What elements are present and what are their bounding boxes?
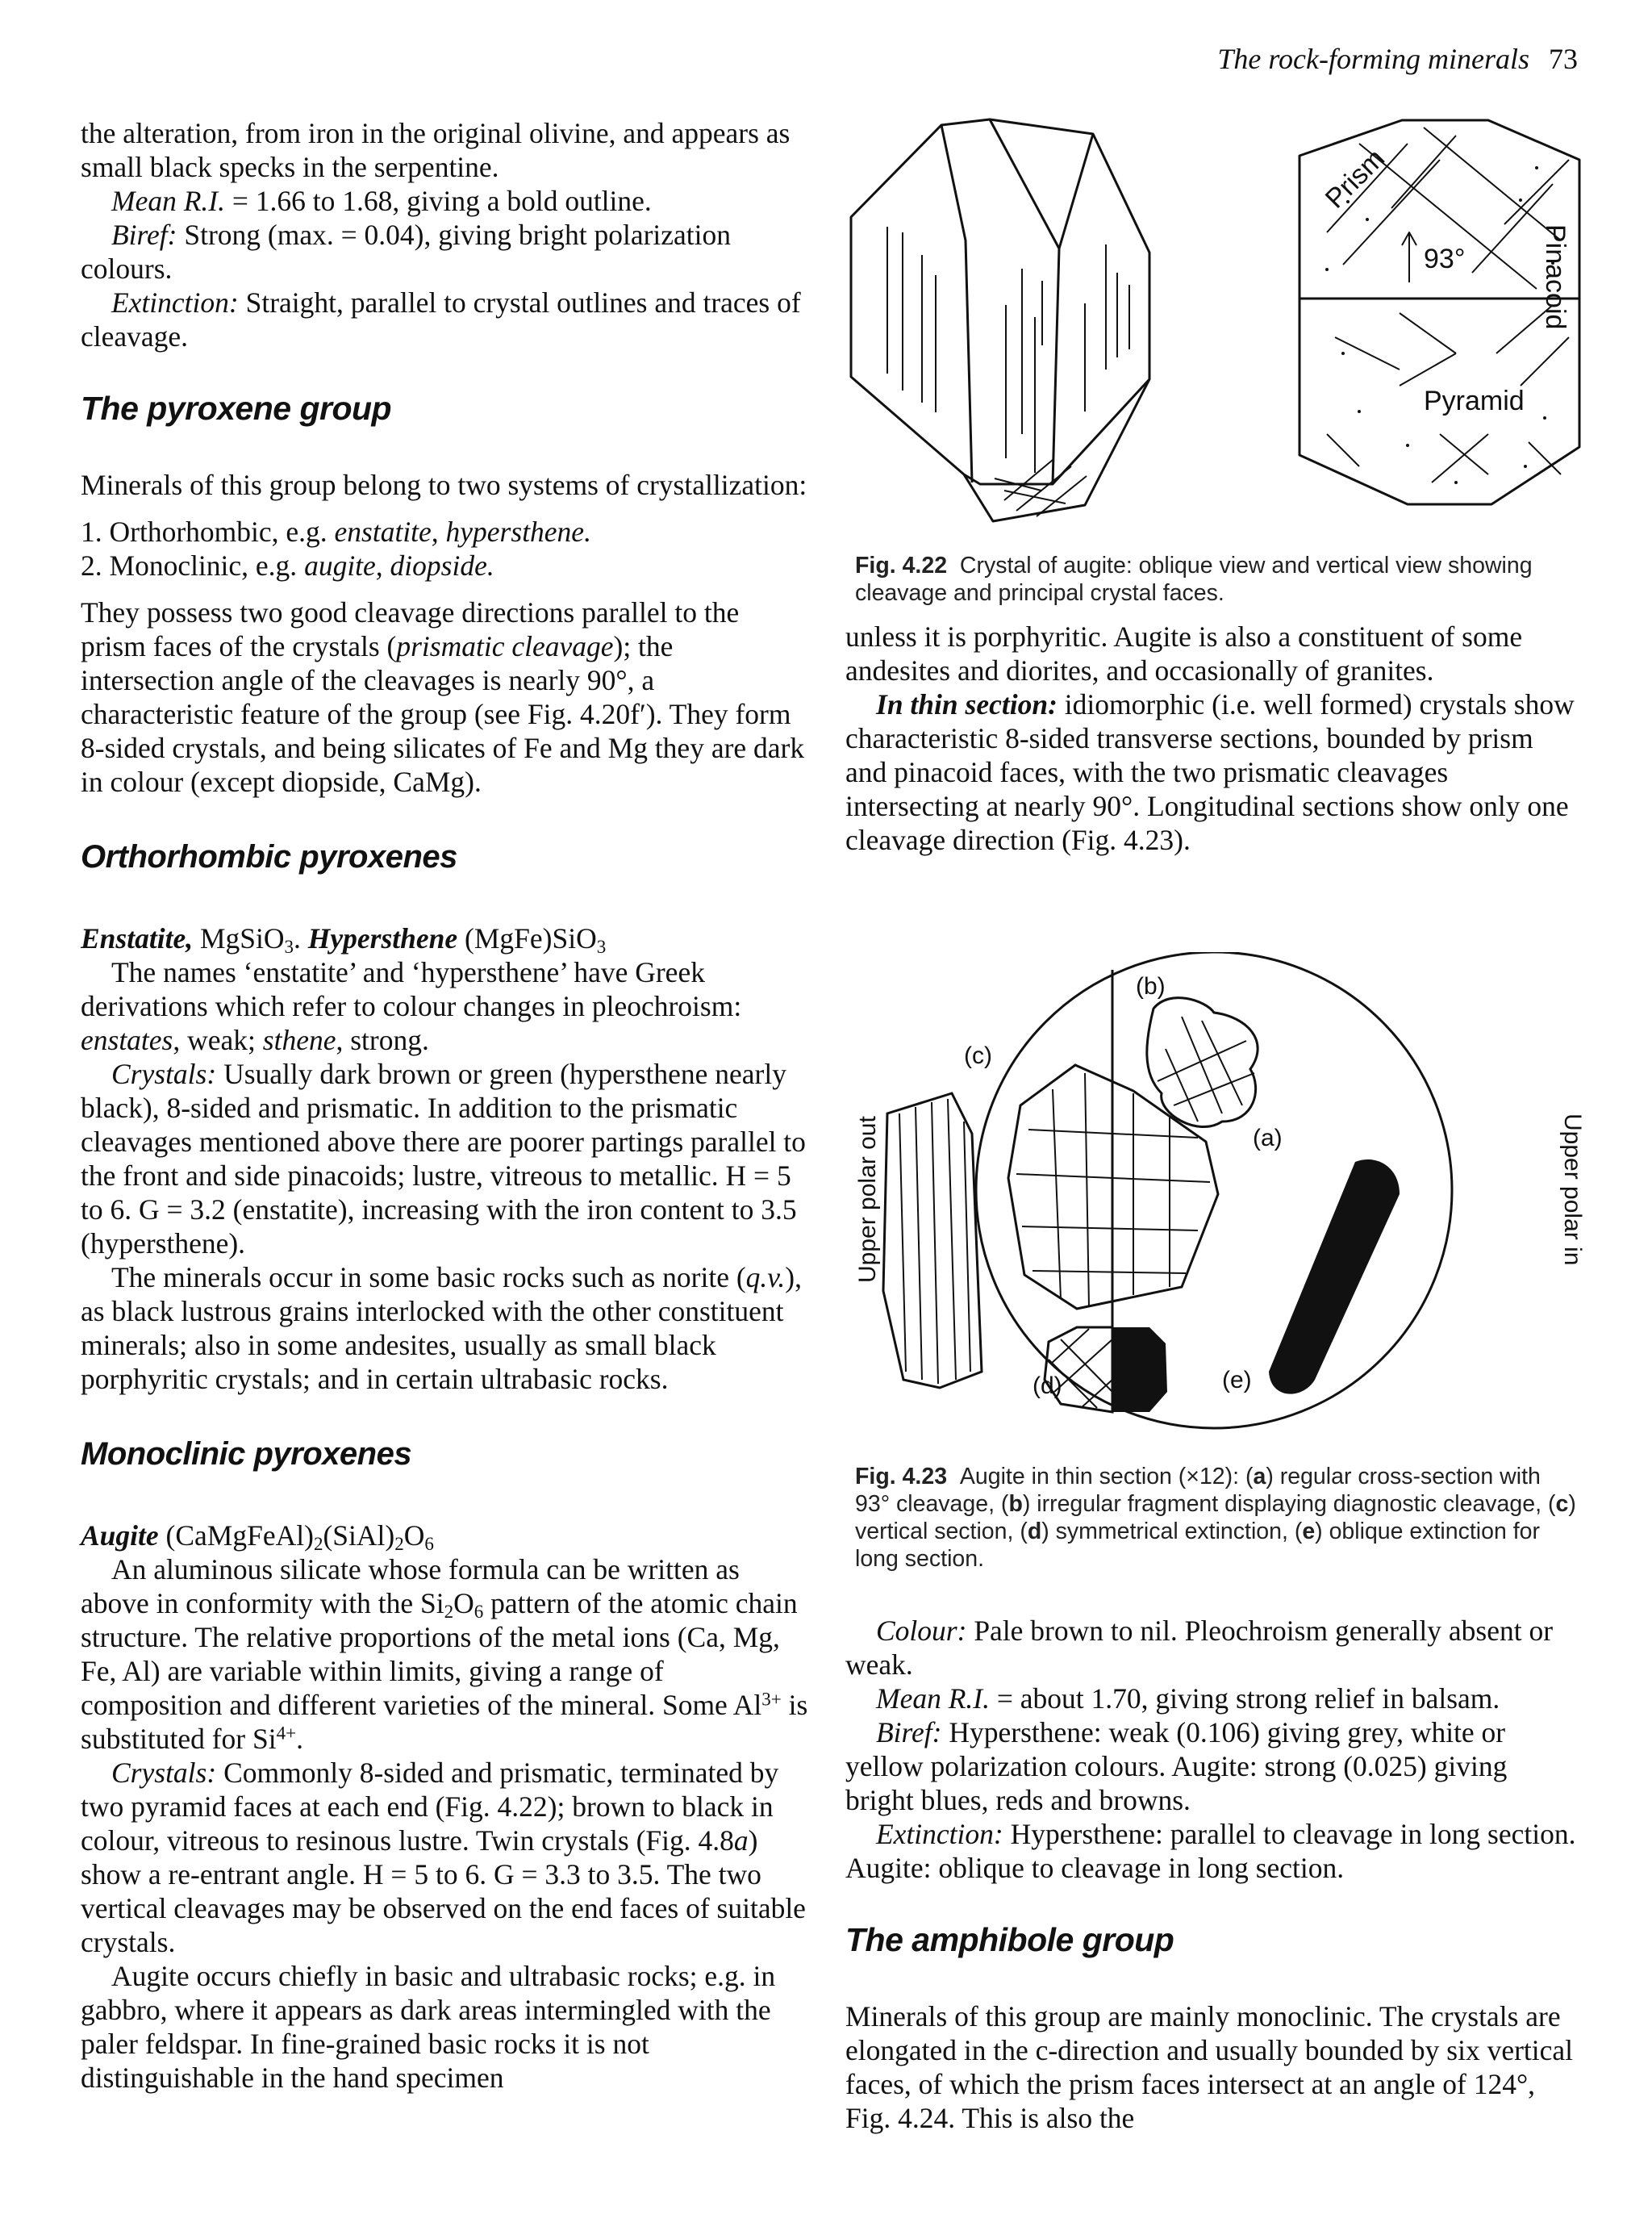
grain-e — [1269, 1159, 1400, 1394]
olivine-biref: Biref: Strong (max. = 0.04), giving bright polarization colours. — [81, 219, 732, 285]
page-number: 73 — [1549, 43, 1578, 75]
list-item: 2. Monoclinic, e.g. augite, diopside. — [81, 549, 494, 582]
crystal-pyramid-edge — [990, 119, 1059, 484]
fig2-label-polar-out: Upper polar out — [854, 1116, 881, 1283]
augite-title: Augite $(CaMgFeAl)_2(SiAl)_2O_6$ — [81, 1519, 434, 1554]
list-item: 1. Orthorhombic, e.g. enstatite, hypersthene. — [81, 516, 591, 548]
amphibole-intro: Minerals of this group are mainly monoclinic. The crystals are elongated in the c-direction and usually bounded by six vertical faces, of which the prism faces intersect at an angle of 124°, Fig. 4.24. This is also the — [845, 2000, 1574, 2134]
figure-4-23 — [843, 952, 1585, 1436]
augite-continuation: unless it is porphyritic. Augite is also a constituent of some andesites and diorites, and occasionally of granites. — [845, 620, 1523, 687]
augite-biref: Biref: Hypersthene: weak (0.106) giving grey, white or yellow polarization colours. Augite: strong (0.025) giving bright blues, reds and browns. — [845, 1716, 1508, 1816]
fig2-label-e: (e) — [1222, 1367, 1252, 1393]
running-head — [1217, 42, 1578, 76]
augite-composition: An aluminous silicate whose formula can be written as above in conformity with the $Si_2O_6$ pattern of the atomic chain structure. The relative proportions of the metal ions (Ca, Mg, Fe, Al) are variable within limits, giving a range of composition and different varieties of the mineral. Some $Al^{3+}$ is substituted for $Si^{4+}$. — [81, 1553, 808, 1755]
fig2-label-d: (d) — [1032, 1372, 1062, 1399]
fig2-label-c: (c) — [964, 1042, 992, 1069]
fig1-label-pinacoid: Pinacoid — [1540, 224, 1571, 330]
left-column — [81, 116, 811, 2095]
olivine-continuation: the alteration, from iron in the original olivine, and appears as small black specks in the serpentine. — [81, 117, 791, 183]
fig-4-22-caption: Fig. 4.22 Crystal of augite: oblique view and vertical view showing cleavage and principal crystal faces. — [855, 553, 1533, 606]
fig-4-23-caption: Fig. 4.23 Augite in thin section (×12): (a) regular cross-section with 93° cleavage, (b) irregular fragment displaying diagnostic cleavage, (c) vertical section, (d) symmetrical extinction, (e) oblique extinction for long section. — [855, 1464, 1576, 1572]
thin-section-drawing — [843, 952, 1585, 1436]
fig1-label-prism: Prism — [1319, 143, 1391, 215]
augite-mean-ri: Mean R.I. = about 1.70, giving strong relief in balsam. — [876, 1682, 1500, 1715]
orthorhombic-heading: Orthorhombic pyroxenes — [81, 839, 457, 875]
grain-d-extinct-half — [1112, 1327, 1167, 1412]
augite-crystals: Crystals: Commonly 8-sided and prismatic, terminated by two pyramid faces at each end (Fig. 4.22); brown to black in colour, vitreous to resinous lustre. Twin crystals (Fig. 4.8a) show a re-entrant angle. H = 5 to 6. G = 3.3 to 3.5. The two vertical cleavages may be observed on the end faces of suitable crystals. — [81, 1757, 806, 1958]
figure-4-22 — [843, 111, 1585, 523]
right-column — [845, 620, 1579, 857]
cleavage-paragraph: They possess two good cleavage directions parallel to the prism faces of the crystals (prismatic cleavage); the intersection angle of the cleavages is nearly 90°, a characteristic feature of the group (see Fig. 4.20f′). They form 8-sided crystals, and being silicates of Fe and Mg they are dark in colour (except diopside, CaMg). — [81, 596, 805, 798]
monoclinic-heading: Monoclinic pyroxenes — [81, 1436, 412, 1472]
pyroxene-intro: Minerals of this group belong to two systems of crystallization: — [81, 469, 807, 501]
olivine-extinction: Extinction: Straight, parallel to crystal outlines and traces of cleavage. — [81, 286, 801, 353]
pyroxene-group-heading: The pyroxene group — [81, 390, 392, 427]
crystal-systems-list — [81, 515, 811, 583]
running-title: The rock-forming minerals — [1217, 43, 1529, 75]
fig1-label-pyramid: Pyramid — [1424, 386, 1525, 416]
enstatite-crystals: Crystals: Usually dark brown or green (hypersthene nearly black), 8-sided and prismatic. In addition to the prismatic cleavages mentioned above there are poorer partings parallel to the front and side pinacoids; lustre, vitreous to metallic. H = 5 to 6. G = 3.2 (enstatite), increasing with the iron content to 3.5 (hypersthene). — [81, 1058, 806, 1260]
olivine-mean-ri: Mean R.I. = 1.66 to 1.68, giving a bold outline. — [111, 185, 652, 217]
augite-extinction: Extinction: Hypersthene: parallel to cleavage in long section. Augite: oblique to cleavage in long section. — [845, 1818, 1576, 1884]
enstatite-title: Enstatite, MgSiO$_3$. Hypersthene (MgFe)SiO$_3$ — [81, 922, 607, 957]
fig1-label-angle: 93° — [1424, 244, 1466, 274]
right-column-lower — [845, 1614, 1579, 2135]
fig2-label-a: (a) — [1253, 1125, 1283, 1151]
amphibole-group-heading: The amphibole group — [845, 1921, 1174, 1958]
augite-occurrence: Augite occurs chiefly in basic and ultrabasic rocks; e.g. in gabbro, where it appears as dark areas intermingled with the paler feldspar. In fine-grained basic rocks it is not distinguishable in the hand specimen — [81, 1960, 776, 2094]
thin-section-paragraph: In thin section: idiomorphic (i.e. well formed) crystals show characteristic 8-sided transverse sections, bounded by prism and pinacoid faces, with the two prismatic cleavages intersecting at nearly 90°. Longitudinal sections show only one cleavage direction (Fig. 4.23). — [845, 688, 1575, 856]
fig2-label-b: (b) — [1136, 973, 1166, 1000]
enstatite-occurrence: The minerals occur in some basic rocks such as norite (q.v.), as black lustrous grains interlocked with the other constituent minerals; also in some andesites, usually as small black porphyritic crystals; and in certain ultrabasic rocks. — [81, 1261, 802, 1395]
augite-colour: Colour: Pale brown to nil. Pleochroism generally absent or weak. — [845, 1615, 1554, 1681]
crystal-oblique-outline — [851, 119, 1149, 521]
augite-crystal-drawing — [843, 111, 1585, 523]
enstatite-names: The names ‘enstatite’ and ‘hypersthene’ have Greek derivations which refer to colour changes in pleochroism: enstates, weak; sthene, strong. — [81, 956, 742, 1056]
grain-b — [1147, 998, 1258, 1127]
fig2-label-polar-in: Upper polar in — [1559, 1113, 1585, 1266]
crystal-top-edge — [941, 125, 972, 483]
